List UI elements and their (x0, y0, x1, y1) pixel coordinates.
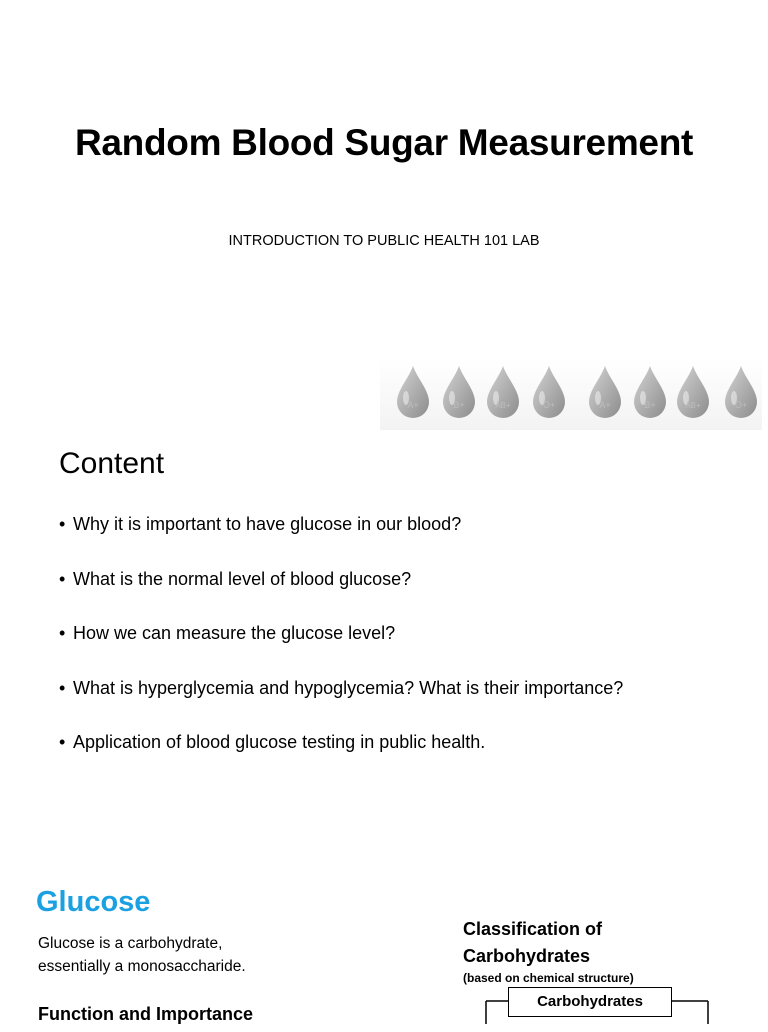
list-item: • Application of blood glucose testing in public health. (59, 732, 486, 752)
glucose-slide (0, 842, 768, 1024)
list-item: • How we can measure the glucose level? (59, 623, 396, 643)
blood-type-label: O+ (542, 400, 556, 410)
blood-drop-icon (484, 364, 522, 422)
glucose-heading: Glucose (36, 886, 151, 918)
bullet-icon: • (59, 732, 66, 752)
title-slide (0, 0, 768, 432)
blood-type-label: B+ (644, 400, 656, 410)
blood-drop-icon (394, 364, 432, 422)
function-heading: Function and Importance (38, 1004, 254, 1024)
blood-type-label: AB+ (685, 401, 701, 410)
blood-type-label: A+ (407, 400, 419, 410)
content-heading: Content (59, 447, 165, 480)
glucose-description: Glucose is a carbohydrate, essentially a monosaccharide. (38, 935, 246, 975)
blood-type-label: O+ (734, 400, 748, 410)
classification-note: (based on chemical structure) (463, 971, 634, 985)
blood-type-label: A+ (599, 400, 611, 410)
slide-subtitle: INTRODUCTION TO PUBLIC HEALTH 101 LAB (228, 233, 540, 249)
list-item: • What is hyperglycemia and hypoglycemia? What is their importance? (59, 677, 624, 698)
blood-drop-icon (530, 364, 568, 422)
classification-heading: Classification of Carbohydrates (463, 919, 603, 966)
content-slide (0, 432, 768, 842)
bullet-icon: • (59, 623, 66, 643)
blood-type-label: B+ (453, 400, 465, 410)
slide-title: Random Blood Sugar Measurement (74, 122, 694, 163)
bullet-icon: • (59, 514, 66, 534)
blood-drop-icon (586, 364, 624, 422)
blood-type-label: AB+ (495, 401, 511, 410)
carbohydrates-box: Carbohydrates (508, 987, 672, 1017)
blood-drop-icon (440, 364, 478, 422)
blood-drops-image (380, 358, 762, 430)
blood-drop-icon (631, 364, 669, 422)
list-item: • Why it is important to have glucose in our blood? (59, 514, 462, 534)
bullet-icon: • (59, 677, 66, 698)
content-bullet-list (59, 512, 623, 785)
bullet-icon: • (59, 568, 66, 589)
blood-drop-icon (674, 364, 712, 422)
blood-drop-icon (722, 364, 760, 422)
list-item: • What is the normal level of blood glucose? (59, 568, 412, 589)
